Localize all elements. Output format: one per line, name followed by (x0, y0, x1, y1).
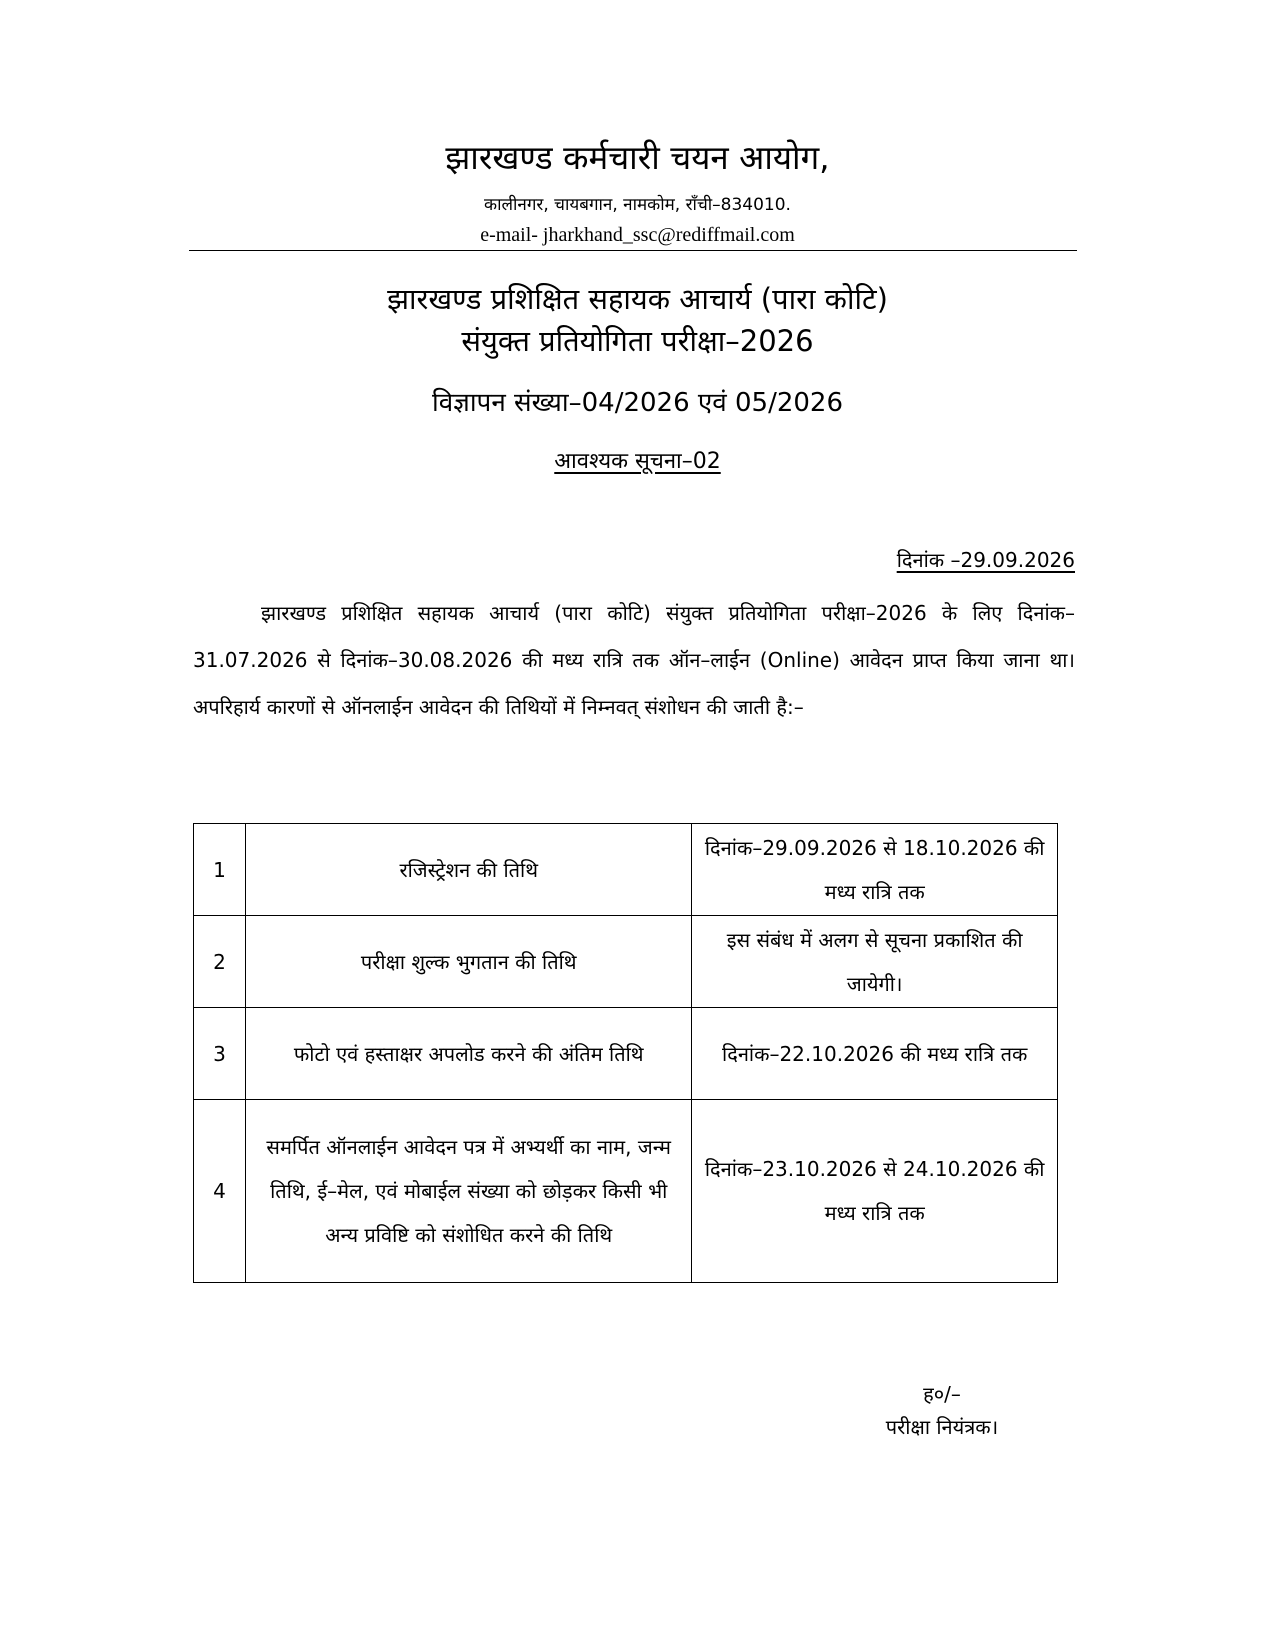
row-date: दिनांक–29.09.2026 से 18.10.2026 की मध्य रात्रि तक (692, 824, 1058, 916)
organization-address: कालीनगर, चायबगान, नामकोम, राँची–834010. (484, 195, 791, 215)
schedule-table (193, 823, 1058, 1283)
row-item: रजिस्ट्रेशन की तिथि (246, 824, 692, 916)
row-item: परीक्षा शुल्क भुगतान की तिथि (246, 916, 692, 1008)
row-item: समर्पित ऑनलाईन आवेदन पत्र में अभ्यर्थी का नाम, जन्म तिथि, ई–मेल, एवं मोबाईल संख्या को छोड़कर किसी भी अन्य प्रविष्टि को संशोधित करने की तिथि (246, 1100, 692, 1283)
exam-title-line2: संयुक्त प्रतियोगिता परीक्षा–2026 (461, 324, 814, 358)
row-serial-number: 3 (194, 1008, 246, 1100)
organization-email: e-mail- jharkhand_ssc@rediffmail.com (480, 224, 795, 246)
row-serial-number: 2 (194, 916, 246, 1008)
row-serial-number: 1 (194, 824, 246, 916)
table-row (194, 916, 1058, 1008)
exam-title-line1: झारखण्ड प्रशिक्षित सहायक आचार्य (पारा कोटि) (387, 282, 888, 316)
notice-body-paragraph: झारखण्ड प्रशिक्षित सहायक आचार्य (पारा कोटि) संयुक्त प्रतियोगिता परीक्षा–2026 के लिए दिनांक–31.07.2026 से दिनांक–30.08.2026 की मध्य रात्रि तक ऑन–लाईन (Online) आवेदन प्राप्त किया जाना था। अपरिहार्य कारणों से ऑनलाईन आवेदन की तिथियों में निम्नवत् संशोधन की जाती है:– (193, 601, 1075, 719)
table-row (194, 824, 1058, 916)
signature-block (862, 1378, 1022, 1444)
header-divider (189, 250, 1077, 251)
row-serial-number: 4 (194, 1100, 246, 1283)
notice-heading-text: आवश्यक सूचना–02 (554, 449, 721, 474)
notice-date: दिनांक –29.09.2026 (896, 548, 1075, 572)
row-date: दिनांक–22.10.2026 की मध्य रात्रि तक (692, 1008, 1058, 1100)
row-item: फोटो एवं हस्ताक्षर अपलोड करने की अंतिम तिथि (246, 1008, 692, 1100)
signature-mark: ह०/– (923, 1382, 961, 1406)
notice-heading (0, 448, 1275, 476)
advertisement-number: विज्ञापन संख्या–04/2026 एवं 05/2026 (431, 388, 844, 418)
organization-name: झारखण्ड कर्मचारी चयन आयोग, (445, 138, 830, 177)
row-date: दिनांक–23.10.2026 से 24.10.2026 की मध्य रात्रि तक (692, 1100, 1058, 1283)
signatory-designation: परीक्षा नियंत्रक। (885, 1415, 999, 1439)
table-row (194, 1008, 1058, 1100)
row-date: इस संबंध में अलग से सूचना प्रकाशित की जायेगी। (692, 916, 1058, 1008)
table-row (194, 1100, 1058, 1283)
